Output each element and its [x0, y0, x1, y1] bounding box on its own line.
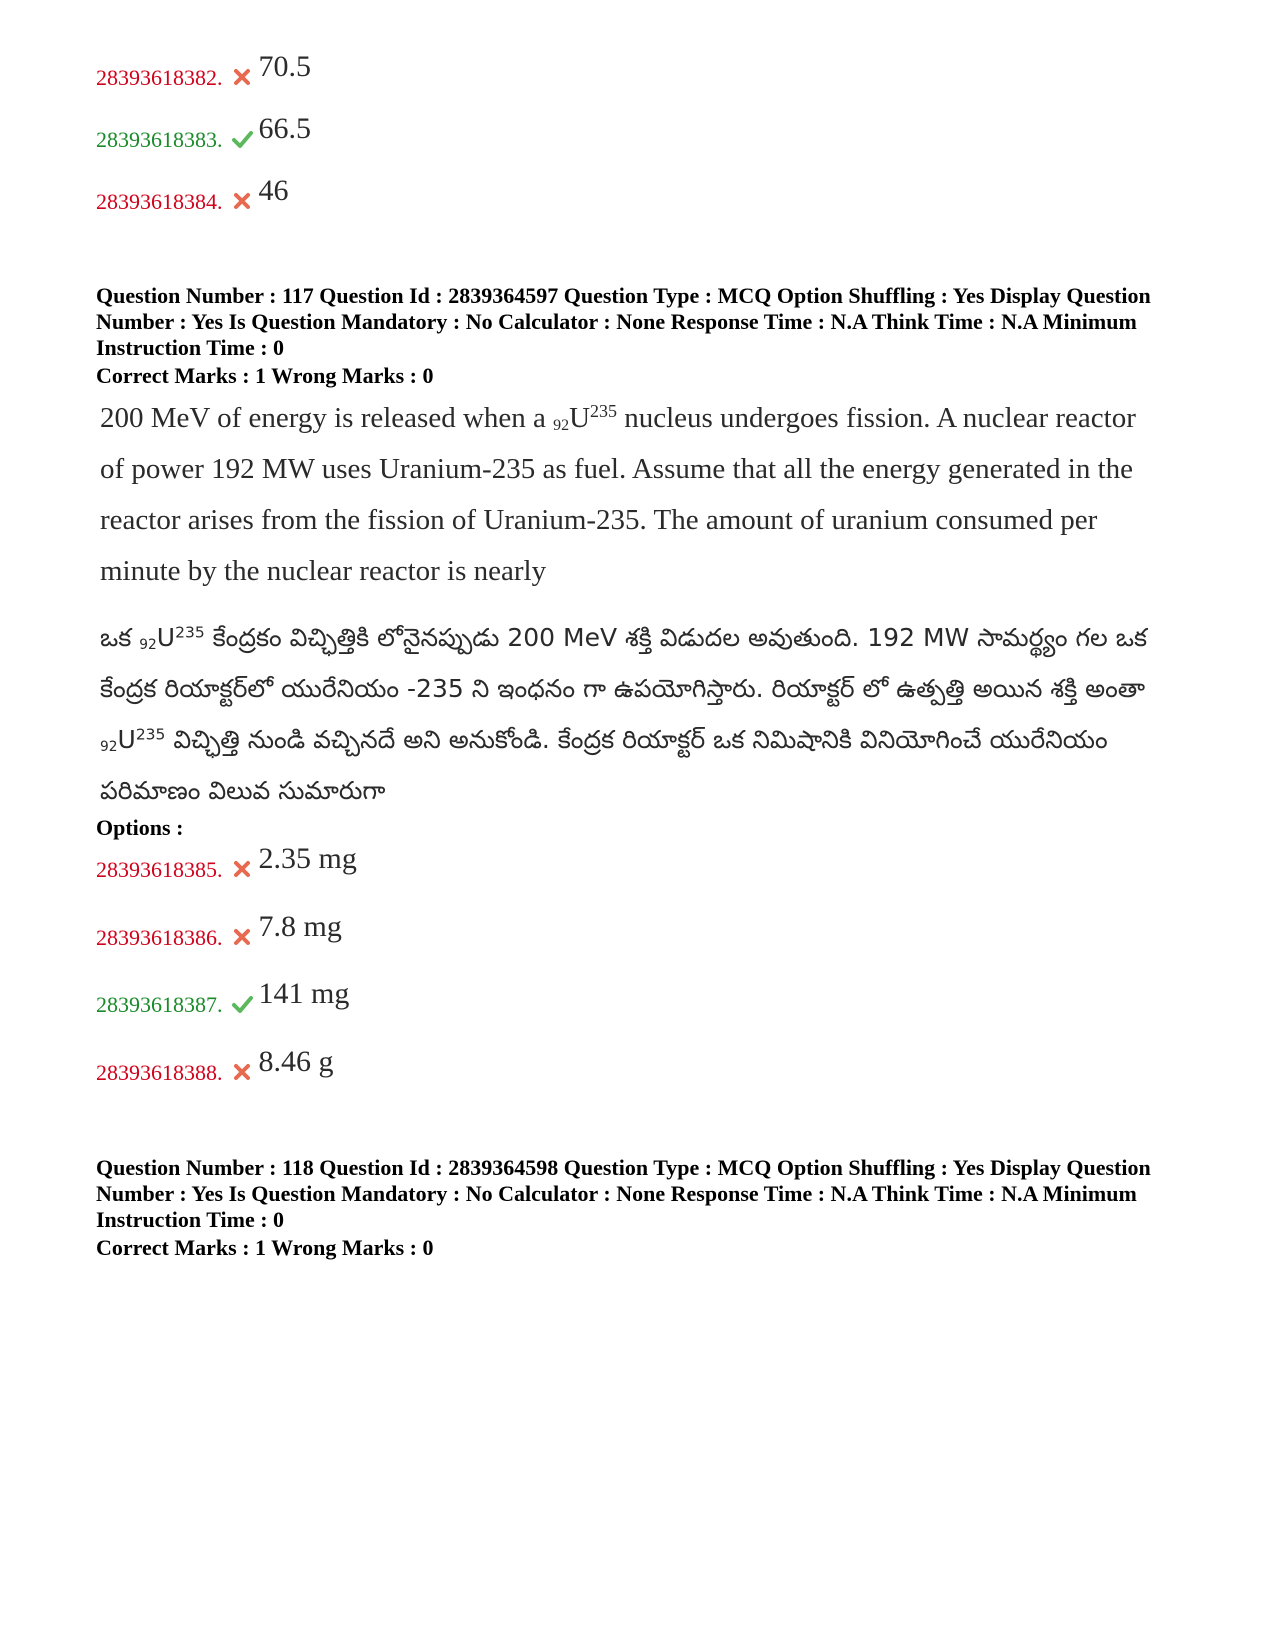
- option-value: 141 mg: [258, 977, 350, 1010]
- cross-icon: [231, 926, 253, 948]
- option-value: 7.8 mg: [258, 910, 342, 943]
- option-id: 28393618382.: [96, 65, 223, 90]
- option-row: [96, 910, 342, 950]
- mass-number: 235: [135, 725, 166, 744]
- option-value: 46: [258, 174, 289, 207]
- question-text-part: కేంద్రకం విచ్ఛిత్తికి లోనైనప్పుడు 200 MeV శక్తి విడుదల అవుతుంది. 192 MW సామర్థ్యం గల ఒక కేంద్రక రియాక్టర్‌లో యురేనియం -235 ని ఇంధనం గా ఉపయోగిస్తారు. రియాక్టర్ లో ఉత్పత్తి అయిన శక్తి అంతా: [100, 623, 1148, 703]
- atomic-number: 92: [139, 636, 157, 653]
- check-icon: [231, 128, 253, 150]
- question-text-part: nucleus undergoes fission. A nuclear reactor of power 192 MW uses Uranium-235 as fuel. Assume that all the energy generated in the reactor arises from the fission of Uranium-235. The amount of uranium consumed per minute by the nuclear reactor is nearly: [100, 402, 1136, 587]
- element-symbol: U: [156, 623, 176, 652]
- option-id: 28393618387.: [96, 992, 223, 1017]
- cross-icon: [231, 858, 253, 880]
- question-meta: Question Number : 117 Question Id : 2839364597 Question Type : MCQ Option Shuffling : Yes Display Question Number : Yes Is Question Mandatory : No Calculator : None Response Time : N.A Think Time : N.A Minimum Instruction Time : 0: [96, 283, 1151, 360]
- question-marks: Correct Marks : 1 Wrong Marks : 0: [96, 1235, 434, 1260]
- question-text-part: ఒక: [100, 623, 140, 652]
- question-marks: Correct Marks : 1 Wrong Marks : 0: [96, 363, 434, 388]
- question-text-part: విచ్ఛిత్తి నుండి వచ్చినదే అని అనుకోండి. కేంద్రక రియాక్టర్ ఒక నిమిషానికి వినియోగించే యురేనియం పరిమాణం విలువ సుమారుగా: [100, 725, 1108, 805]
- option-value: 66.5: [258, 112, 311, 145]
- question-text-part: 200 MeV of energy is released when a: [100, 402, 554, 434]
- option-row: [96, 174, 289, 214]
- question-text-english: [100, 393, 1160, 597]
- option-row: [96, 842, 357, 882]
- option-value: 2.35 mg: [258, 842, 357, 875]
- option-row: [96, 977, 350, 1017]
- element-symbol: U: [117, 725, 136, 754]
- cross-icon: [231, 66, 253, 88]
- option-row: [96, 112, 311, 152]
- mass-number: 235: [175, 623, 205, 642]
- question-meta: Question Number : 118 Question Id : 2839364598 Question Type : MCQ Option Shuffling : Yes Display Question Number : Yes Is Question Mandatory : No Calculator : None Response Time : N.A Think Time : N.A Minimum Instruction Time : 0: [96, 1155, 1151, 1232]
- mass-number: 235: [590, 401, 617, 422]
- element-symbol: U: [569, 402, 591, 434]
- option-id: 28393618384.: [96, 189, 223, 214]
- question-text-telugu: [100, 612, 1180, 816]
- option-id: 28393618386.: [96, 925, 223, 950]
- cross-icon: [231, 190, 253, 212]
- check-icon: [231, 993, 253, 1015]
- option-id: 28393618383.: [96, 127, 223, 152]
- option-row: [96, 50, 311, 90]
- cross-icon: [231, 1061, 253, 1083]
- options-label: Options :: [96, 815, 184, 840]
- option-value: 70.5: [258, 50, 311, 83]
- atomic-number: 92: [553, 417, 570, 435]
- option-row: [96, 1045, 334, 1085]
- option-id: 28393618385.: [96, 857, 223, 882]
- option-value: 8.46 g: [258, 1045, 334, 1078]
- atomic-number: 92: [100, 738, 118, 755]
- option-id: 28393618388.: [96, 1060, 223, 1085]
